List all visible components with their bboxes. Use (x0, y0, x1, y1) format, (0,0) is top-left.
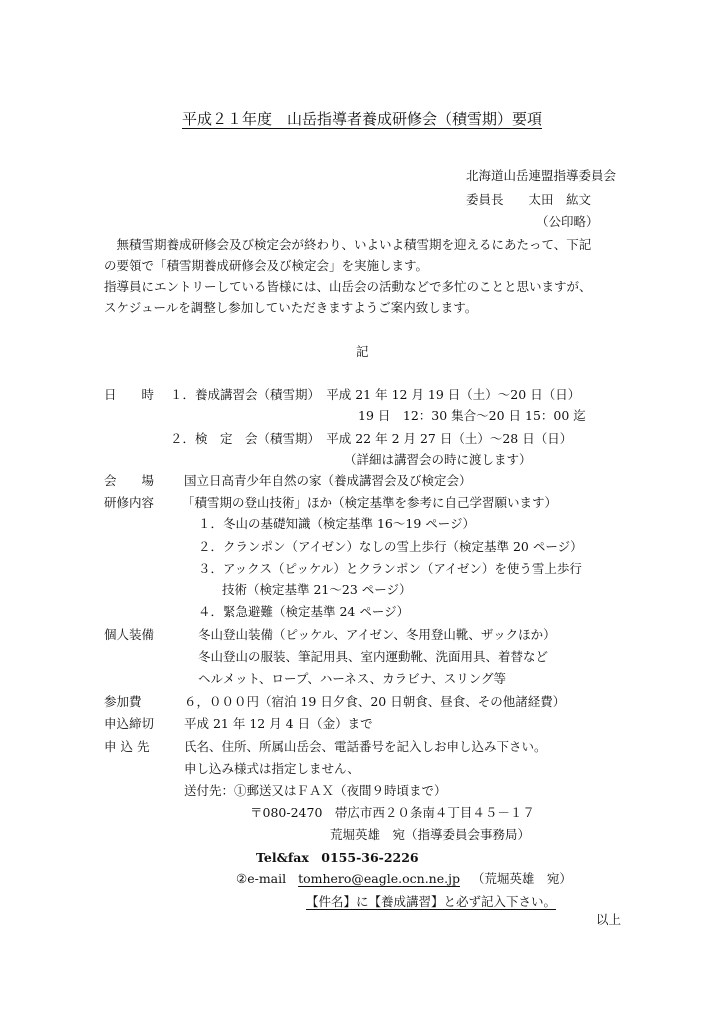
equipment-line: 冬山登山の服装、筆記用具、室内運動靴、洗面用具、着替など (198, 649, 549, 664)
intro-line: 指導員にエントリーしている皆様には、山岳会の活動などで多忙のことと思いますが、 (104, 279, 592, 294)
content-item: ３．アックス（ピッケル）とクランポン（アイゼン）を使う雪上歩行 (198, 561, 582, 576)
apply-address: 〒080-2470 帯広市西２０条南４丁目４５－１７ (250, 805, 535, 820)
subject-note: 【件名】に【養成講習】と必ず記入下さい。 (306, 894, 557, 909)
schedule-item-2: ２．検 定 会（積雪期） 平成 22 年 2 月 27 日（土）～28 日（日） (170, 431, 573, 446)
email-suffix: （荒堀英雄 宛） (471, 871, 572, 886)
schedule-item-2-note: （詳細は講習会の時に渡します） (344, 452, 532, 467)
content-item: 技術（検定基準 21～23 ページ） (222, 582, 412, 597)
fee-value: ６，０００円（宿泊 19 日夕食、20 日朝食、昼食、その他諸経費） (184, 694, 566, 709)
apply-email-row (236, 873, 572, 886)
email-prefix: ②e-mail (236, 871, 287, 886)
equipment-label: 個人装備 (104, 627, 155, 642)
apply-label: 申 込 先 (104, 739, 150, 754)
schedule-label: 日 時 (104, 387, 155, 402)
fee-label: 参加費 (104, 694, 142, 709)
content-item: ２．クランポン（アイゼン）なしの雪上歩行（検定基準 20 ページ） (198, 539, 583, 554)
content-item: １．冬山の基礎知識（検定基準 16～19 ページ） (198, 516, 476, 531)
apply-line: 送付先：①郵送又はＦＡＸ（夜間９時頃まで） (184, 783, 447, 798)
schedule-item-1: １．養成講習会（積雪期） 平成 21 年 12 月 19 日（土）～20 日（日） (170, 387, 581, 402)
content-item: ４．緊急避難（検定基準 24 ページ） (198, 604, 410, 619)
email-link[interactable]: tomhero@eagle.ocn.ne.jp (298, 871, 460, 886)
apply-line: 申し込み様式は指定しません、 (184, 761, 360, 776)
intro-line: 無積雪期養成研修会及び検定会が終わり、いよいよ積雪期を迎えるにあたって、下記 (104, 237, 592, 252)
venue-label: 会 場 (104, 473, 155, 488)
closing: 以上 (596, 912, 622, 927)
ki-heading: 記 (356, 344, 369, 359)
venue-value: 国立日高青少年自然の家（養成講習会及び検定会） (184, 473, 472, 488)
equipment-line: 冬山登山装備（ピッケル、アイゼン、冬用登山靴、ザックほか） (198, 627, 556, 642)
apply-telfax: Tel&fax 0155-36-2226 (256, 850, 419, 865)
apply-recipient: 荒堀英雄 宛（指導委員会事務局） (330, 827, 531, 842)
issuer-org: 北海道山岳連盟指導委員会 (466, 168, 617, 183)
content-value: 「積雪期の登山技術」ほか（検定基準を参考に自己学習願います） (182, 495, 558, 510)
deadline-value: 平成 21 年 12 月 4 日（金）まで (184, 716, 373, 731)
intro-line: の要領で「積雪期養成研修会及び検定会」を実施します。 (104, 258, 429, 273)
intro-line: スケジュールを調整し参加していただきますようご案内致します。 (104, 300, 478, 315)
seal-note: （公印略） (536, 214, 599, 229)
deadline-label: 申込締切 (104, 716, 155, 731)
schedule-item-1-time: 19 日 12：30 集合～20 日 15：00 迄 (358, 408, 586, 423)
equipment-line: ヘルメット、ロープ、ハーネス、カラビナ、スリング等 (198, 671, 507, 686)
apply-line: 氏名、住所、所属山岳会、電話番号を記入しお申し込み下さい。 (184, 739, 547, 754)
issuer-chair: 委員長 太田 紘文 (466, 192, 592, 207)
content-label: 研修内容 (104, 495, 155, 510)
page-title: 平成２１年度 山岳指導者養成研修会（積雪期）要項 (181, 110, 542, 128)
